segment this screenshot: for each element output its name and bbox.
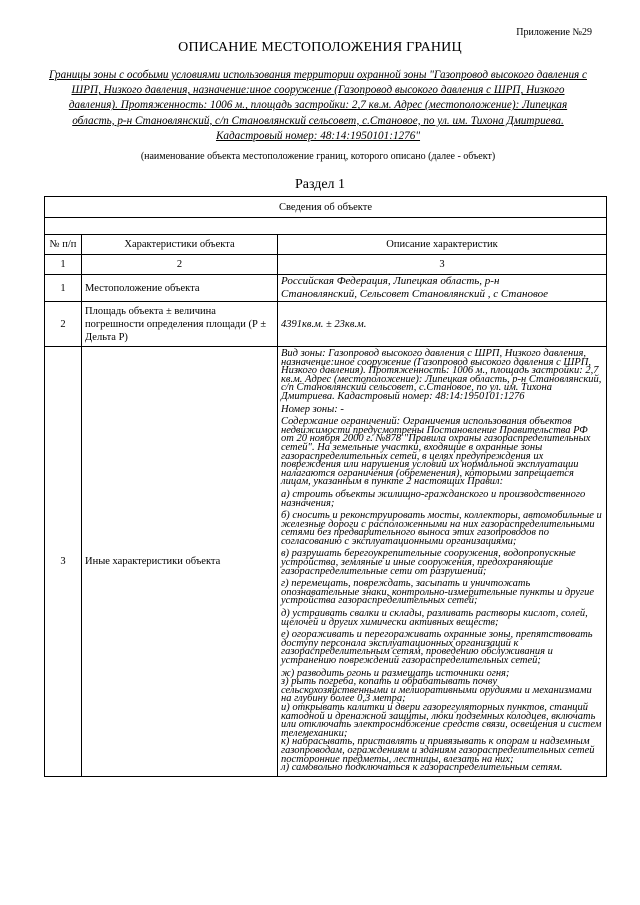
object-description: Границы зоны с особыми условиями использования территории охранной зоны "Газопровод высокого давления с ШРП, Низкого давления, назначение:иное сооружение (Газопровод высокого давления с ШРП, Низкого давления). Протяженность: 1006 м., площадь застройки: 2,7 кв.м. Адрес (местоположение): Липецкая область, р-н Становлянский, с/п Становлянский сельсовет, с.Становое, по ул. им. Тихона Дмитриева. Кадастровый номер: 48:14:1950101:1276"	[49, 69, 587, 142]
table-row	[45, 347, 607, 777]
table-row	[45, 275, 607, 302]
restriction-paragraph: Вид зоны: Газопровод высокого давления с ШРП, Низкого давления, назначение:иное сооружение (Газопровод высокого давления с ШРП, Низкого давления). Протяженность: 1006 м., площадь застройки: 2,7 кв.м. Адрес (местоположение): Липецкая область, р-н Становлянский, с/п Становлянский сельсовет, с.Становое, по ул. им. Тихона Дмитриева. Кадастровый номер: 48:14:1950101:1276	[281, 348, 602, 402]
row-number: 3	[45, 347, 82, 777]
restriction-paragraph: к) набрасывать, приставлять и привязывать к опорам и надземным газопроводам, ограждениям и зданиям газораспределительных сетей посторонние предметы, лестницы, влезать на них;	[281, 736, 595, 765]
restriction-paragraph: Содержание ограничений: Ограничения использования объектов недвижимости предусмотрены Постановление Правительства РФ от 20 ноября 2000 г. №878 "Правила охраны газораспределительных сетей". На земельные участки, входящие в охранные зоны газораспределительных сетей, в целях предупреждения их повреждения или нарушения условий их нормальной эксплуатации налагаются ограничения (обременения), которыми запрещается лицам, указанным в пункте 2 настоящих Правил:	[281, 416, 591, 488]
restriction-paragraph: е) огораживать и перегораживать охранные зоны, препятствовать доступу персонала эксплуатационных организаций к газораспределительным сетям, проведению обслуживания и устранению повреждений газораспределительных сетей;	[281, 629, 593, 666]
column-number-2: 2	[82, 255, 278, 275]
row-characteristic: Местоположение объекта	[82, 275, 278, 302]
column-header-characteristic: Характеристики объекта	[82, 235, 278, 255]
location-line-1: Российская Федерация, Липецкая область, р-н	[281, 275, 500, 287]
row-characteristic: Иные характеристики объекта	[82, 347, 278, 777]
restriction-paragraph: а) строить объекты жилищно-гражданского и производственного назначения;	[281, 488, 586, 509]
location-line-2: Становлянский, Сельсовет Становлянский , с Становое	[281, 288, 548, 300]
appendix-number: Приложение №29	[516, 27, 592, 38]
column-number-3: 3	[278, 255, 607, 275]
row-description	[278, 275, 607, 302]
section-title: Раздел 1	[294, 177, 346, 192]
restriction-paragraph: д) устраивать свалки и склады, разливать растворы кислот, солей, щелочей и других химически активных веществ;	[281, 608, 588, 628]
restriction-paragraph: г) перемещать, повреждать, засыпать и уничтожать опознавательные знаки, контрольно-измерительные пункты и другие устройства газораспределительных сетей;	[281, 578, 594, 607]
restriction-paragraph: в) разрушать берегоукрепительные сооружения, водопропускные устройства, земляные и иные сооружения, предохраняющие газораспределительные сети от разрушений;	[281, 548, 576, 577]
restriction-paragraph: з) рыть погреба, копать и обрабатывать почву сельскохозяйственными и мелиоративными орудиями и механизмами на глубину более 0,3 метра;	[281, 676, 592, 705]
table-row	[45, 302, 607, 347]
restriction-paragraph: л) самовольно подключаться к газораспределительным сетям.	[281, 762, 563, 774]
row-number: 2	[45, 302, 82, 347]
object-caption: (наименование объекта местоположение границ, которого описано (далее - объект)	[140, 151, 496, 162]
restriction-paragraph: б) сносить и реконструировать мосты, коллекторы, автомобильные и железные дороги с расположенными на них газораспределительными сетями без предварительного выноса этих газопроводов по согласованию с эксплуатационными организациями;	[281, 510, 602, 547]
object-info-table	[44, 196, 607, 777]
page-title: ОПИСАНИЕ МЕСТОПОЛОЖЕНИЯ ГРАНИЦ	[178, 40, 462, 55]
row-number: 1	[45, 275, 82, 302]
restriction-paragraph: ж) разводить огонь и размещать источники огня;	[281, 667, 510, 679]
column-header-description: Описание характеристик	[278, 235, 607, 255]
row-description	[278, 347, 607, 777]
column-header-number: № п/п	[45, 235, 82, 255]
table-title: Сведения об объекте	[45, 197, 607, 218]
restriction-paragraph: Номер зоны: -	[281, 403, 344, 415]
restriction-paragraph: и) открывать калитки и двери газорегуляторных пунктов, станций катодной и дренажной защиты, люки подземных колодцев, включать или отключать электроснабжение средств связи, освещения и систем телемеханики;	[281, 701, 602, 739]
table-spacer-row	[45, 218, 607, 235]
column-number-1: 1	[45, 255, 82, 275]
row-characteristic: Площадь объекта ± величина погрешности определения площади (Р ± Дельта Р)	[82, 302, 278, 347]
row-description: 4391кв.м. ± 23кв.м.	[278, 302, 607, 347]
